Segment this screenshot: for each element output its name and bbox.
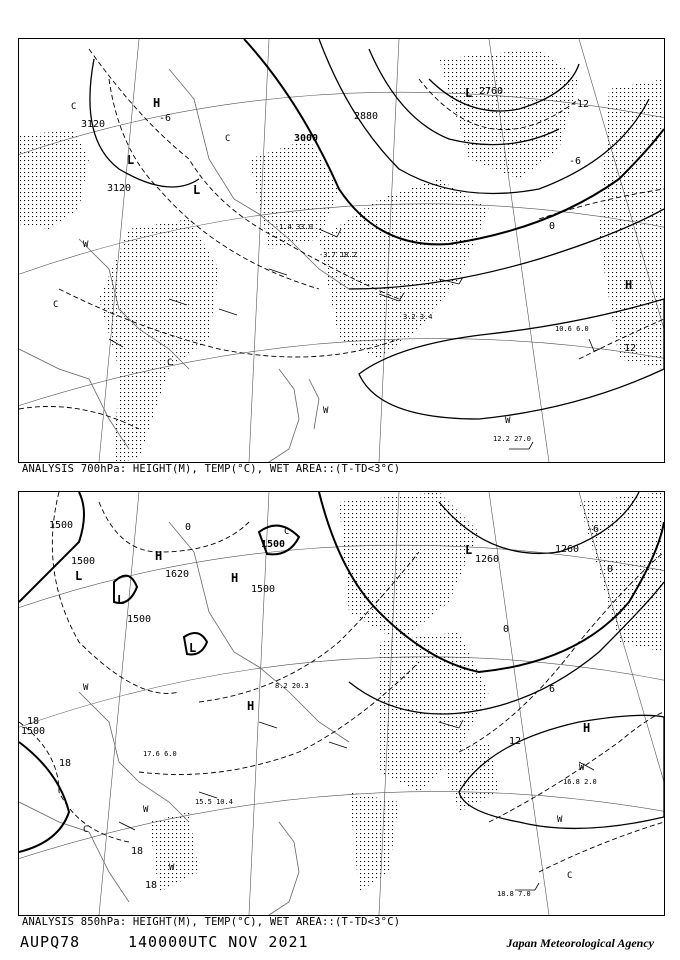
cold-marker: C — [225, 134, 231, 144]
temp-label: -6 — [569, 156, 582, 167]
temp-label: 18 — [27, 716, 40, 727]
temp-label: -6 — [159, 113, 172, 124]
height-label: 1500 — [127, 614, 152, 625]
station-plot: 3.2 3.4 — [403, 313, 433, 321]
station-plot: 10.6 6.0 — [555, 325, 589, 333]
pressure-centers — [75, 543, 590, 735]
temp-label: 18 — [131, 846, 144, 857]
temp-label: 12 — [624, 343, 637, 354]
low-center: L — [465, 543, 473, 557]
station-plot: 18.8 7.0 — [497, 890, 531, 898]
agency-credit: Japan Meteorological Agency — [506, 936, 654, 950]
height-labels — [21, 520, 579, 737]
cold-marker: C — [567, 871, 573, 881]
high-center: H — [625, 278, 633, 292]
map-700hpa — [19, 39, 664, 462]
temp-label: 18 — [145, 880, 158, 891]
height-label: 1620 — [165, 569, 190, 580]
caption-850hpa: ANALYSIS 850hPa: HEIGHT(M), TEMP(°C), WET AREA::(T-TD<3°C) — [22, 916, 401, 928]
warm-marker: W — [169, 863, 175, 873]
height-label: 2880 — [354, 111, 379, 122]
height-label: 1500 — [71, 556, 96, 567]
caption-700hpa: ANALYSIS 700hPa: HEIGHT(M), TEMP(°C), WET AREA::(T-TD<3°C) — [22, 463, 401, 475]
height-label: 1260 — [475, 554, 500, 565]
height-label: 3120 — [107, 183, 132, 194]
wet-area — [149, 492, 664, 892]
warm-marker: W — [83, 240, 89, 250]
height-label: 1500 — [261, 539, 286, 550]
temp-label: 6 — [549, 684, 556, 695]
high-center: H — [153, 96, 161, 110]
cold-marker: C — [71, 102, 77, 112]
station-plot: 17.6 6.0 — [143, 750, 177, 758]
chart-850hpa — [18, 491, 665, 916]
temp-label: 0 — [185, 522, 192, 533]
low-center: L — [465, 86, 473, 100]
cold-marker: C — [284, 527, 290, 537]
height-label: 1500 — [49, 520, 74, 531]
cold-marker: C — [167, 358, 173, 368]
temp-label: -12 — [571, 99, 590, 110]
warm-marker: W — [579, 763, 585, 773]
cold-marker: C — [53, 300, 59, 310]
temp-label: 0 — [607, 564, 614, 575]
temp-label: 18 — [59, 758, 72, 769]
high-center: H — [155, 549, 163, 563]
warm-marker: W — [557, 815, 563, 825]
station-plot: 16.8 2.0 — [563, 778, 597, 786]
low-center: L — [127, 153, 135, 167]
low-center: L — [117, 593, 125, 607]
warm-marker: W — [143, 805, 149, 815]
product-code: AUPQ78 — [20, 933, 81, 951]
map-850hpa — [19, 492, 664, 915]
station-plot: -1.4 33.0 — [275, 223, 313, 231]
temp-label: 0 — [503, 624, 510, 635]
height-label: 1500 — [21, 726, 46, 737]
warm-marker: W — [83, 683, 89, 693]
warm-marker: W — [505, 416, 511, 426]
height-label: 1500 — [251, 584, 276, 595]
low-center: L — [189, 641, 197, 655]
chart-700hpa — [18, 38, 665, 463]
temp-label: 0 — [549, 221, 556, 232]
height-label: 2760 — [479, 86, 504, 97]
high-center: H — [583, 721, 591, 735]
warm-marker: W — [323, 406, 329, 416]
station-plot: -3.7 18.2 — [319, 251, 357, 259]
low-center: L — [75, 569, 83, 583]
cold-marker: C — [83, 825, 89, 835]
height-label: 3000 — [294, 133, 319, 144]
temp-label: -6 — [587, 524, 600, 535]
station-plot: 15.5 10.4 — [195, 798, 233, 806]
temp-label: 12 — [509, 736, 522, 747]
height-label: 1260 — [555, 544, 580, 555]
high-center: H — [231, 571, 239, 585]
station-plot: 8.2 20.3 — [275, 682, 309, 690]
temp-labels — [27, 522, 613, 891]
high-center: H — [247, 699, 255, 713]
height-label: 3120 — [81, 119, 106, 130]
station-plot: 12.2 27.0 — [493, 435, 531, 443]
issue-time: 140000UTC NOV 2021 — [128, 933, 309, 951]
low-center: L — [193, 183, 201, 197]
